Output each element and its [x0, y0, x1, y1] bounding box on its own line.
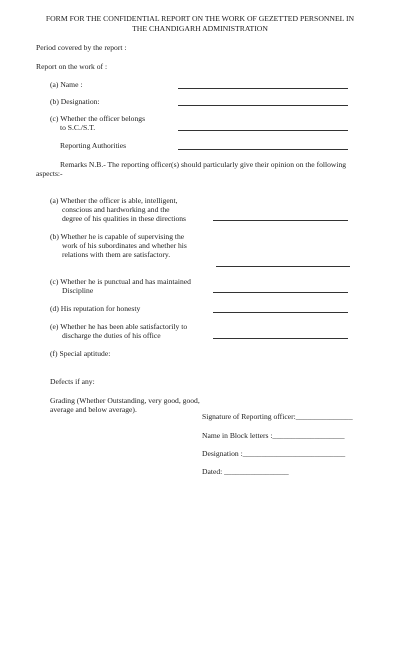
aspect-b-line-1: (b) Whether he is capable of supervising the — [50, 232, 185, 241]
aspect-a-line-2: conscious and hardworking and the — [62, 205, 170, 214]
form-title-line-1: FORM FOR THE CONFIDENTIAL REPORT ON THE WORK OF GEZETTED PERSONNEL IN — [45, 14, 355, 23]
name-field[interactable] — [178, 88, 348, 89]
signature-field[interactable]: Signature of Reporting officer:_______________ — [202, 412, 353, 421]
form-title — [20, 14, 380, 34]
aspect-e-field[interactable] — [213, 338, 348, 339]
grading-label — [50, 396, 200, 414]
remarks-line-1: Remarks N.B.- The reporting officer(s) should particularly give their opinion on the following — [60, 160, 347, 169]
name-block-letters-field[interactable]: Name in Block letters :___________________ — [202, 431, 345, 440]
aspect-b-line-3: relations with them are satisfactory. — [62, 250, 171, 259]
sc-st-label-line-2: to S.C./S.T. — [60, 123, 96, 132]
sc-st-field[interactable] — [178, 130, 348, 131]
aspect-b-label — [50, 232, 187, 259]
defects-label: Defects if any: — [50, 377, 95, 386]
signature-designation-field[interactable]: Designation :___________________________ — [202, 449, 346, 458]
sc-st-label-line-1: (c) Whether the officer belongs — [50, 114, 146, 123]
aspect-b-line-2: work of his subordinates and whether his — [62, 241, 187, 250]
form-title-line-2: THE CHANDIGARH ADMINISTRATION — [132, 24, 268, 33]
name-label: (a) Name : — [50, 80, 83, 89]
aspect-a-line-3: degree of his qualities in these directions — [62, 214, 186, 223]
grading-line-1: Grading (Whether Outstanding, very good, good, — [50, 396, 200, 405]
grading-line-2: average and below average). — [50, 405, 137, 414]
report-on-label: Report on the work of : — [36, 62, 108, 71]
aspect-c-line-2: Discipline — [62, 286, 94, 295]
aspect-a-line-1: (a) Whether the officer is able, intelligent, — [50, 196, 178, 205]
reporting-authorities-field[interactable] — [178, 149, 348, 150]
aspect-d-field[interactable] — [213, 312, 348, 313]
aspect-b-field[interactable] — [216, 266, 350, 267]
dated-field[interactable]: Dated: _________________ — [202, 467, 289, 476]
period-covered-label: Period covered by the report : — [36, 43, 127, 52]
aspect-a-field[interactable] — [213, 220, 348, 221]
aspect-a-label — [50, 196, 186, 223]
aspect-c-field[interactable] — [213, 292, 348, 293]
aspect-e-line-2: discharge the duties of his office — [62, 331, 161, 340]
aspect-c-line-1: (c) Whether he is punctual and has maintained — [50, 277, 191, 286]
designation-label: (b) Designation: — [50, 97, 100, 106]
reporting-authorities-label: Reporting Authorities — [60, 141, 127, 150]
aspect-f-label: (f) Special aptitude: — [50, 349, 111, 358]
aspect-e-line-1: (e) Whether he has been able satisfactorily to — [50, 322, 188, 331]
sc-st-label — [50, 114, 145, 132]
aspect-e-label — [50, 322, 187, 340]
aspect-d-label: (d) His reputation for honesty — [50, 304, 141, 313]
designation-field[interactable] — [178, 105, 348, 106]
remarks-line-2: aspects:- — [36, 169, 63, 178]
aspect-c-label — [50, 277, 191, 295]
